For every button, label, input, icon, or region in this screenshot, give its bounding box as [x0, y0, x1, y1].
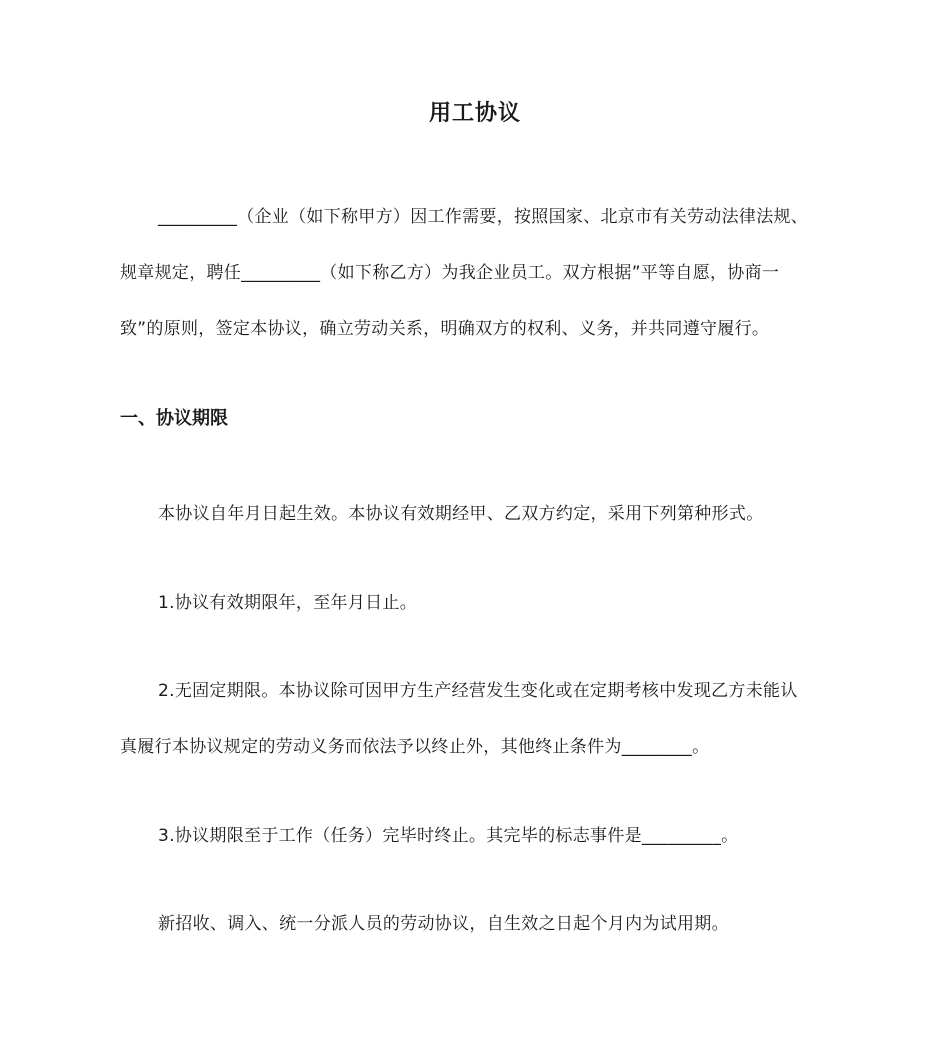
term-paragraph: 本协议自年月日起生效。本协议有效期经甲、乙双方约定，采用下列第种形式。	[158, 504, 764, 524]
term-item-3: 3.协议期限至于工作（任务）完毕时终止。其完毕的标志事件是_________。	[158, 826, 739, 846]
intro-line-3: 致”的原则，签定本协议，确立劳动关系，明确双方的权利、义务，并共同遵守履行。	[120, 319, 770, 339]
term-item-1: 1.协议有效期限年，至年月日止。	[158, 593, 418, 613]
term-item-2-line-1: 2.无固定期限。本协议除可因甲方生产经营发生变化或在定期考核中发现乙方未能认	[158, 681, 798, 701]
section-heading-term: 一、协议期限	[120, 408, 228, 429]
document-title: 用工协议	[428, 101, 521, 126]
intro-line-2: 规章规定，聘任_________（如下称乙方）为我企业员工。双方根据”平等自愿，协商一	[120, 263, 780, 283]
term-item-2-line-2: 真履行本协议规定的劳动义务而依法予以终止外，其他终止条件为________。	[120, 737, 710, 757]
probation-paragraph: 新招收、调入、统一分派人员的劳动协议，自生效之日起个月内为试用期。	[158, 914, 729, 934]
intro-line-1: _________（企业（如下称甲方）因工作需要，按照国家、北京市有关劳动法律法规、	[158, 207, 809, 227]
